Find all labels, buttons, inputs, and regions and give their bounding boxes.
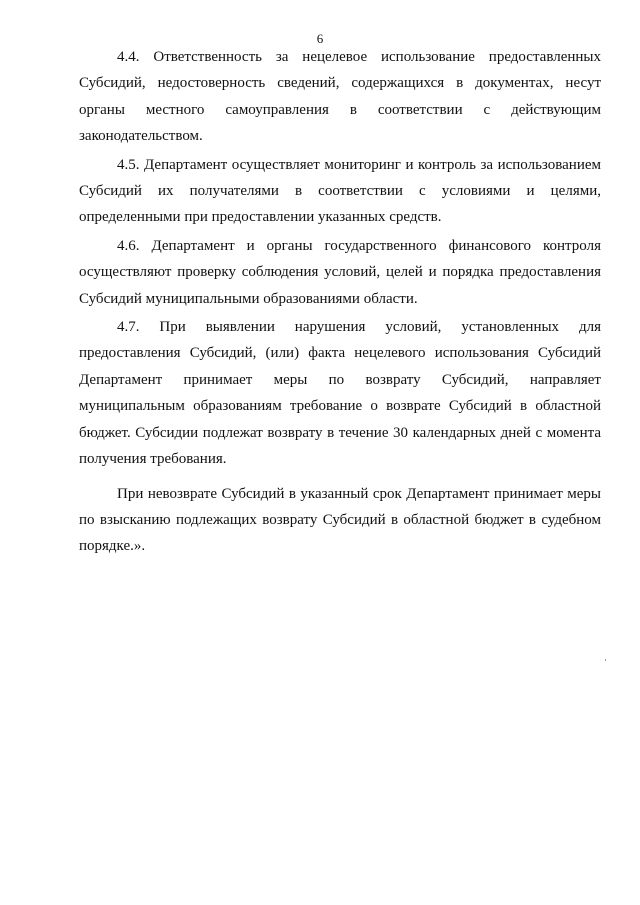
document-body (79, 44, 601, 560)
paragraph-4-7: 4.7. При выявлении нарушения условий, установленных для предоставления Субсидий, (или) факта нецелевого использования Субсидий Департамент принимает меры по возврату Субсидий, направляет муниципальным образованиям требование о возврате Субсидий в областной бюджет. Субсидии подлежат возврату в течение 30 календарных дней с момента получения требования. (79, 319, 601, 468)
paragraph-non-return: При невозврате Субсидий в указанный срок Департамент принимает меры по взысканию подлежащих возврату Субсидий в областной бюджет в судебном порядке.». (79, 485, 601, 555)
paragraph-4-5: 4.5. Департамент осуществляет мониторинг и контроль за использованием Субсидий их получателями в соответствии с условиями и целями, определенными при предоставлении указанных средств. (79, 156, 601, 226)
paragraph-4-6: 4.6. Департамент и органы государственного финансового контроля осуществляют проверку соблюдения условий, целей и порядка предоставления Субсидий муниципальными образованиями области. (79, 237, 601, 307)
paragraph-4-4: 4.4. Ответственность за нецелевое использование предоставленных Субсидий, недостоверность сведений, содержащихся в документах, несут органы местного самоуправления в соответствии с действующим законодательством. (79, 49, 601, 145)
page-number: 6 (316, 31, 324, 46)
scan-speck (605, 659, 606, 661)
